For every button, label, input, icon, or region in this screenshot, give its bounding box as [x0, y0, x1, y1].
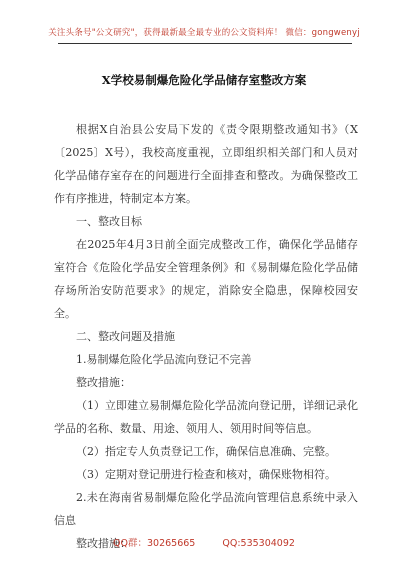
goal-paragraph: 在2025年4月3日前全面完成整改工作，确保化学品储存室符合《危险化学品安全管理条例》和《易制爆危险化学品储存场所治安防范要求》的规定，消除安全隐患，保障校园安全。 — [54, 238, 358, 320]
document-title: X学校易制爆危险化学品储存室整改方案 — [101, 73, 307, 87]
problem-item-1: 1.易制爆危险化学品流向登记不完善 — [76, 353, 252, 366]
footer-qq: QQ:535304092 — [222, 538, 295, 549]
footer-qq-group: QQ群：30265665 — [113, 538, 196, 549]
problem-item-2: 2.未在海南省易制爆危险化学品流向管理信息系统中录入信息 — [54, 491, 358, 527]
intro-paragraph: 根据X自治县公安局下发的《责令限期整改通知书》（X〔2025〕X号），我校高度重视，立即组织相关部门和人员对化学品储存室存在的问题进行全面排查和整改。为确保整改工作有序推进，特制定本方案。 — [54, 123, 358, 205]
header-note: 关注头条号"公文研究"，获得最新最全最专业的公文资料库！ 微信：gongwenyj — [48, 28, 360, 38]
section-heading-goal: 一、整改目标 — [76, 215, 142, 228]
document-body — [54, 118, 358, 555]
measure-1-3: （3）定期对登记册进行检查和核对，确保账物相符。 — [76, 468, 336, 481]
measures-label-2: 整改措施： — [76, 537, 131, 550]
measures-label-1: 整改措施： — [76, 376, 131, 389]
header-divider — [58, 43, 352, 44]
measure-1-1: （1）立即建立易制爆危险化学品流向登记册，详细记录化学品的名称、数量、用途、领用人、领用时间等信息。 — [54, 399, 358, 435]
footer-contact — [0, 535, 408, 549]
measure-1-2: （2）指定专人负责登记工作，确保信息准确、完整。 — [76, 445, 336, 458]
section-heading-measures: 二、整改问题及措施 — [76, 330, 175, 343]
